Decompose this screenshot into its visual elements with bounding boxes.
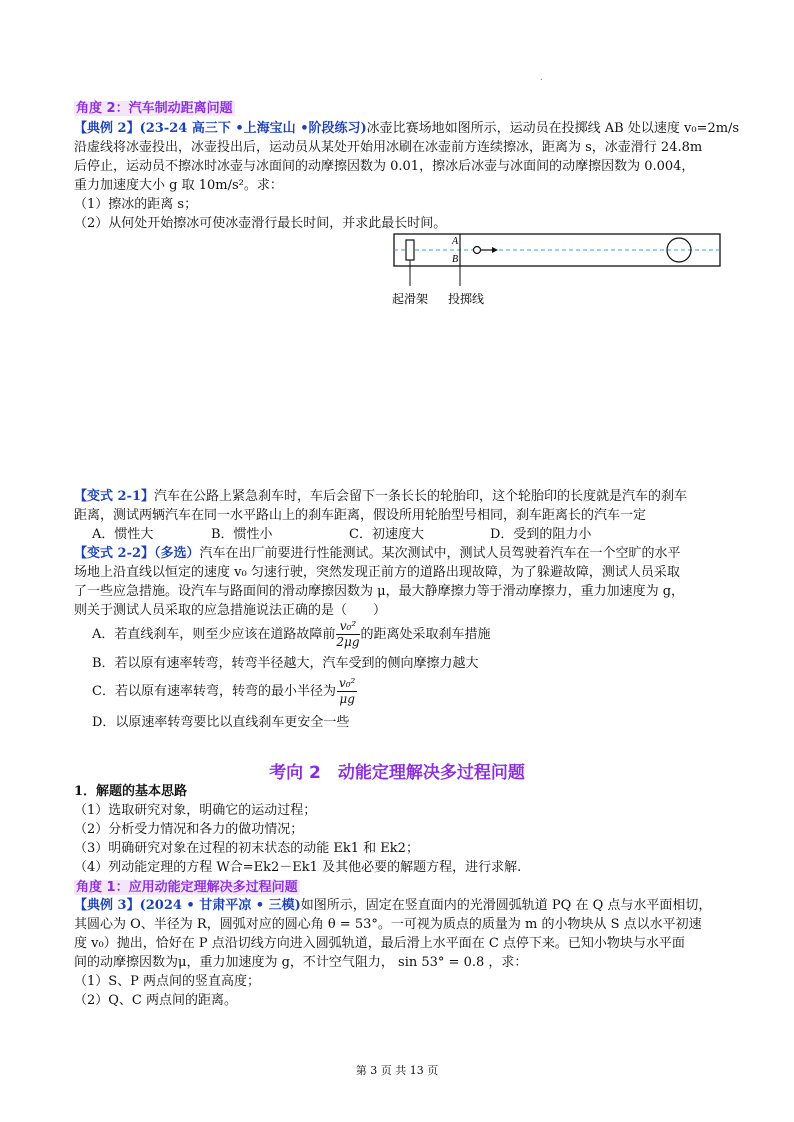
variant-2-2-option-c (92, 674, 358, 710)
variant-2-2-line-3: 了一些应急措施。设汽车与路面间的滑动摩擦因数为 μ，最大静摩擦力等于滑动摩擦力，重力加速度为 g， (74, 584, 685, 599)
example-2-line-2: 沿虚线将冰壶投出，冰壶投出后，运动员从某处开始用冰刷在冰壶前方连续擦冰，距离为 s，冰壶滑行 24.8m (74, 140, 703, 155)
example-2-line-4: 重力加速度大小 g 取 10m/s²。求： (74, 178, 283, 193)
example-2-line-3: 后停止，运动员不擦冰时冰壶与冰面间的动摩擦因数为 0.01，擦冰后冰壶与冰面间的动摩擦因数为 0.004， (74, 159, 695, 174)
step-1: （1）选取研究对象，明确它的运动过程； (74, 803, 317, 818)
example-3-question-1: （1）S、P 两点间的竖直高度； (74, 974, 261, 989)
variant-2-2-line-1 (74, 545, 681, 563)
example-3-tag: 【典例 3】 (74, 898, 140, 913)
example-2-text-1: 冰壶比赛场地如图所示，运动员在投掷线 AB 处以速度 v₀=2m/s (366, 121, 740, 136)
label-b: B (452, 254, 459, 265)
velocity-arrowhead (492, 247, 498, 253)
variant-2-1-option-d: D．受到的阻力小 (490, 527, 592, 542)
fraction-numerator: v₀² (336, 619, 359, 635)
step-2: （2）分析受力情况和各力的做功情况； (74, 822, 304, 837)
example-3-line-1 (74, 897, 711, 915)
variant-2-1-option-c: C．初速度大 (349, 527, 424, 542)
example-2-tag: 【典例 2】 (74, 121, 140, 136)
fraction-denominator: 2μg (336, 635, 360, 649)
variant-2-2-line-2: 场地上沿直线以恒定的速度 v₀ 匀速行驶，突然发现正前方的道路出现故障，为了躲避故障，测试人员采取 (74, 565, 680, 580)
curling-stone (474, 247, 481, 254)
variant-2-2-option-b: B．若以原有速率转弯，转弯半径越大，汽车受到的侧向摩擦力越大 (92, 656, 479, 671)
example-3-source: (2024 • 甘肃平凉 • 三模) (139, 898, 301, 913)
angle-2-title: 角度 2：汽车制动距离问题 (76, 101, 233, 116)
curling-rink-diagram (388, 228, 728, 310)
variant-2-2-tag: 【变式 2-2】 (74, 546, 155, 561)
steps-heading: 1．解题的基本思路 (74, 784, 188, 799)
option-c-text-pre: C．若以原有速率转弯，转弯的最小半径为 (92, 684, 336, 699)
fraction-v0sq-over-2mug (336, 619, 359, 650)
variant-2-1-tag: 【变式 2-1】 (74, 489, 155, 504)
label-a: A (452, 236, 459, 247)
stray-dot: . (540, 73, 543, 82)
example-3-line-3: 度 v₀）抛出，恰好在 P 点沿切线方向进入圆弧轨道，最后滑上水平面在 C 点停下来。已知小物块与水平面 (74, 936, 685, 951)
example-2-question-2: （2）从何处开始擦冰可使冰壶滑行最长时间，并求此最长时间。 (74, 216, 447, 231)
variant-2-1-option-b: B．惯性小 (211, 527, 273, 542)
variant-2-1-option-a: A．惯性大 (92, 527, 154, 542)
fraction-v0sq-over-mug (337, 676, 357, 707)
variant-2-1-line-1 (74, 488, 687, 506)
caption-throw-line: 投掷线 (448, 292, 485, 306)
angle-1-heading (74, 876, 300, 895)
angle-2-heading (74, 97, 235, 116)
step-4: （4）列动能定理的方程 W合=Ek2－Ek1 及其他必要的解题方程，进行求解. (74, 860, 522, 875)
section-title-approach-2: 考向 2 动能定理解决多过程问题 (269, 763, 525, 783)
variant-2-1-text-1: 汽车在公路上紧急刹车时，车后会留下一条长长的轮胎印，这个轮胎印的长度就是汽车的刹车 (154, 489, 688, 504)
variant-2-2-option-d: D．以原速率转弯要比以直线刹车更安全一些 (92, 715, 350, 730)
example-3-line-4: 间的动摩擦因数为μ，重力加速度为 g，不计空气阻力， sin 53° = 0.8 ，求： (74, 955, 528, 970)
option-a-text-post: 的距离处采取刹车措施 (360, 627, 491, 642)
example-3-line-2: 其圆心为 O、半径为 R，圆弧对应的圆心角 θ = 53°。一可视为质点的质量为 m 的小物块从 S 点以水平初速 (74, 917, 702, 932)
fraction-numerator: v₀² (338, 676, 356, 690)
example-3-text-1: 如图所示，固定在竖直面内的光滑圆弧轨道 PQ 在 Q 点与水平面相切， (300, 898, 712, 913)
variant-2-2-multi-tag: （多选） (154, 546, 200, 561)
example-3-question-2: （2）Q、C 两点间的距离。 (74, 993, 238, 1008)
variant-2-2-option-a (92, 617, 491, 653)
start-rack (406, 240, 414, 260)
step-3: （3）明确研究对象在过程的初末状态的动能 Ek1 和 Ek2； (74, 841, 419, 856)
example-2-line-1 (74, 120, 739, 138)
angle-1-title: 角度 1：应用动能定理解决多过程问题 (76, 880, 298, 895)
option-a-text-pre: A．若直线刹车，则至少应该在道路故障前 (92, 627, 336, 642)
variant-2-2-text-1: 汽车在出厂前要进行性能测试。某次测试中，测试人员驾驶着汽车在一个空旷的水平 (199, 546, 681, 561)
fraction-denominator: μg (339, 692, 355, 706)
variant-2-2-line-4: 则关于测试人员采取的应急措施说法正确的是（ ） (74, 603, 387, 618)
variant-2-1-line-2: 距离，测试两辆汽车在同一水平路山上的刹车距离，假设所用轮胎型号相同，刹车距离长的汽车一定 (74, 508, 647, 523)
page-footer: 第 3 页 共 13 页 (355, 1064, 439, 1077)
example-2-question-1: （1）擦冰的距离 s； (74, 197, 198, 212)
caption-start-rack: 起滑架 (392, 292, 429, 306)
example-2-source: (23-24 高三下 •上海宝山 •阶段练习) (139, 121, 367, 136)
